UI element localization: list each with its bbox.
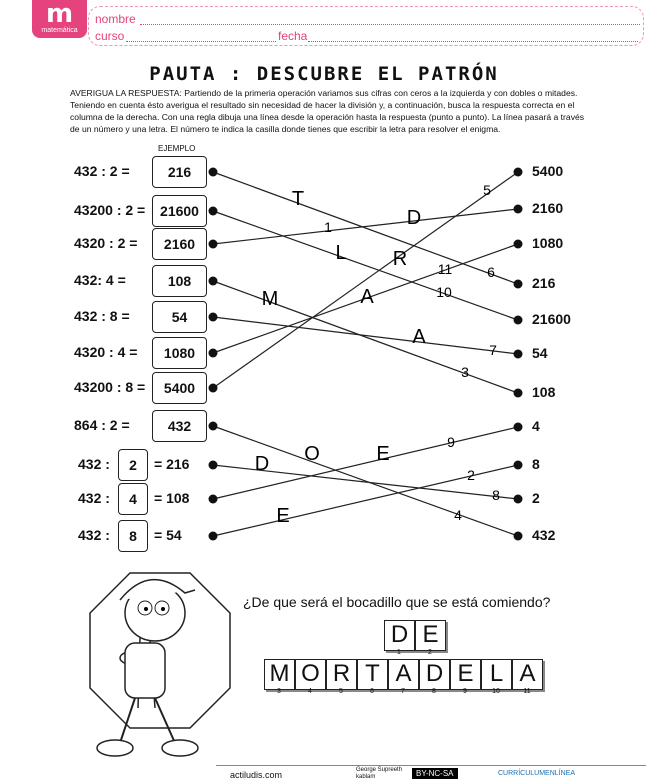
fecha-label: fecha [278, 29, 308, 43]
footer-author: George Supreeth kablam [356, 767, 403, 780]
logo-letter: m [45, 0, 74, 29]
curso-label: curso [95, 29, 125, 43]
line-number: 9 [447, 434, 455, 450]
answer-tile[interactable]: E [450, 659, 481, 690]
answer-tile[interactable]: E [415, 620, 446, 651]
enigma-question: ¿De que será el bocadillo que se está comiendo? [243, 594, 551, 610]
operation-label: 432 : [78, 490, 110, 506]
line-letter: T [291, 188, 305, 210]
line-letter: E [276, 505, 290, 527]
answer-tile[interactable]: A [512, 659, 543, 690]
right-dot[interactable] [514, 168, 523, 177]
answer-line [213, 317, 518, 354]
tile-number: 7 [401, 688, 405, 695]
answer-box[interactable]: 8 [118, 520, 148, 552]
left-dot[interactable] [209, 168, 218, 177]
right-dot[interactable] [514, 461, 523, 470]
left-dot[interactable] [209, 349, 218, 358]
right-dot[interactable] [514, 423, 523, 432]
footer-brand[interactable]: CURRÍCULUMENLÍNEA [498, 770, 576, 777]
operation-label: 432 : [78, 527, 110, 543]
line-letter: L [335, 242, 347, 264]
operation-label: 4320 : 2 = [74, 235, 138, 251]
answer-tile[interactable]: A [388, 659, 419, 690]
answer-line [213, 172, 518, 284]
line-letter: E [376, 443, 390, 465]
left-dot[interactable] [209, 240, 218, 249]
answer-box[interactable]: 1080 [152, 337, 207, 369]
operation-label: 432 : 8 = [74, 308, 130, 324]
operation-result: = 108 [154, 490, 190, 506]
answer-box[interactable]: 216 [152, 156, 207, 188]
line-letter: A [412, 326, 426, 348]
footer [216, 765, 646, 784]
line-number: 11 [437, 261, 453, 277]
tile-number: 9 [463, 688, 467, 695]
line-letter: D [406, 207, 422, 229]
operation-label: 432: 4 = [74, 272, 126, 288]
operation-label: 864 : 2 = [74, 417, 130, 433]
tile-number: 1 [397, 649, 401, 656]
answer-box[interactable]: 2160 [152, 228, 207, 260]
left-dot[interactable] [209, 532, 218, 541]
line-number: 10 [436, 284, 452, 300]
answer-box[interactable]: 108 [152, 265, 207, 297]
line-number: 5 [483, 182, 491, 198]
tile-number: 11 [523, 688, 531, 695]
footer-site[interactable]: actiludis.com [230, 770, 283, 780]
license-badge: BY-NC-SA [412, 768, 458, 779]
result-option: 5400 [532, 163, 564, 179]
line-letter: D [254, 453, 270, 475]
right-dot[interactable] [514, 532, 523, 541]
answer-box[interactable]: 2 [118, 449, 148, 481]
tile-number: 6 [370, 688, 374, 695]
answer-box[interactable]: 21600 [152, 195, 207, 227]
answer-line [213, 209, 518, 244]
operation-result: = 216 [154, 456, 190, 472]
left-dot[interactable] [209, 277, 218, 286]
right-dot[interactable] [514, 205, 523, 214]
answer-tile[interactable]: D [419, 659, 450, 690]
tile-number: 8 [432, 688, 436, 695]
result-option: 54 [532, 345, 548, 361]
result-option: 432 [532, 527, 556, 543]
result-option: 108 [532, 384, 556, 400]
result-option: 2 [532, 490, 540, 506]
tile-number: 3 [277, 688, 281, 695]
result-option: 8 [532, 456, 540, 472]
answer-tile[interactable]: R [326, 659, 357, 690]
answer-tile[interactable]: T [357, 659, 388, 690]
result-option: 1080 [532, 235, 564, 251]
operation-label: 43200 : 2 = [74, 202, 146, 218]
line-letter: A [360, 286, 374, 308]
worksheet-title: PAUTA : DESCUBRE EL PATRÓN [149, 63, 499, 85]
line-number: 6 [487, 264, 495, 280]
answer-box[interactable]: 4 [118, 483, 148, 515]
line-letter: O [304, 443, 320, 465]
result-option: 216 [532, 275, 556, 291]
answer-box[interactable]: 54 [152, 301, 207, 333]
left-dot[interactable] [209, 207, 218, 216]
line-number: 3 [461, 364, 469, 380]
result-option: 21600 [532, 311, 571, 327]
line-number: 1 [324, 219, 332, 235]
instructions: AVERIGUA LA RESPUESTA: Partiendo de la primeria operación variamos sus cifras con ceros a la izquierda y con dobles o mitades. Teniendo en cuenta ésto averigua el resultado sin necesidad de hacer la división y, a continuación, busca la respuesta correcta en el columna de la derecha. Con una regla dibuja una línea desde la operación hasta la respuesta (punto a punto). La línea pasará a través de un número y una letra. El número te indica la casilla donde tienes que escribir la letra para resolver el enigma. [70, 88, 585, 134]
tile-number: 2 [428, 649, 432, 656]
nombre-label: nombre [95, 12, 136, 26]
right-dot[interactable] [514, 495, 523, 504]
result-option: 2160 [532, 200, 564, 216]
logo-subtitle: matemática [41, 27, 78, 34]
right-dot[interactable] [514, 389, 523, 398]
left-dot[interactable] [209, 495, 218, 504]
right-dot[interactable] [514, 240, 523, 249]
answer-line [213, 172, 518, 388]
answer-tile[interactable]: D [384, 620, 415, 651]
answer-box[interactable]: 5400 [152, 372, 207, 404]
cartoon-character-illustration [80, 558, 240, 768]
line-number: 2 [467, 467, 475, 483]
left-dot[interactable] [209, 384, 218, 393]
operation-label: 43200 : 8 = [74, 379, 146, 395]
right-dot[interactable] [514, 280, 523, 289]
tile-number: 10 [492, 688, 500, 695]
right-dot[interactable] [514, 316, 523, 325]
answer-tile[interactable]: L [481, 659, 512, 690]
operation-result: = 54 [154, 527, 182, 543]
answer-box[interactable]: 432 [152, 410, 207, 442]
answer-tile[interactable]: O [295, 659, 326, 690]
line-letter: R [392, 248, 408, 270]
operation-label: 4320 : 4 = [74, 344, 138, 360]
right-dot[interactable] [514, 350, 523, 359]
operation-label: 432 : [78, 456, 110, 472]
operation-label: 432 : 2 = [74, 163, 130, 179]
line-letter: M [261, 288, 279, 310]
tile-number: 4 [308, 688, 312, 695]
line-number: 4 [454, 507, 462, 523]
line-number: 7 [489, 342, 497, 358]
result-option: 4 [532, 418, 540, 434]
answer-tile[interactable]: M [264, 659, 295, 690]
left-dot[interactable] [209, 461, 218, 470]
left-dot[interactable] [209, 313, 218, 322]
tile-number: 5 [339, 688, 343, 695]
left-dot[interactable] [209, 422, 218, 431]
line-number: 8 [492, 487, 500, 503]
example-label: EJEMPLO [158, 144, 196, 153]
